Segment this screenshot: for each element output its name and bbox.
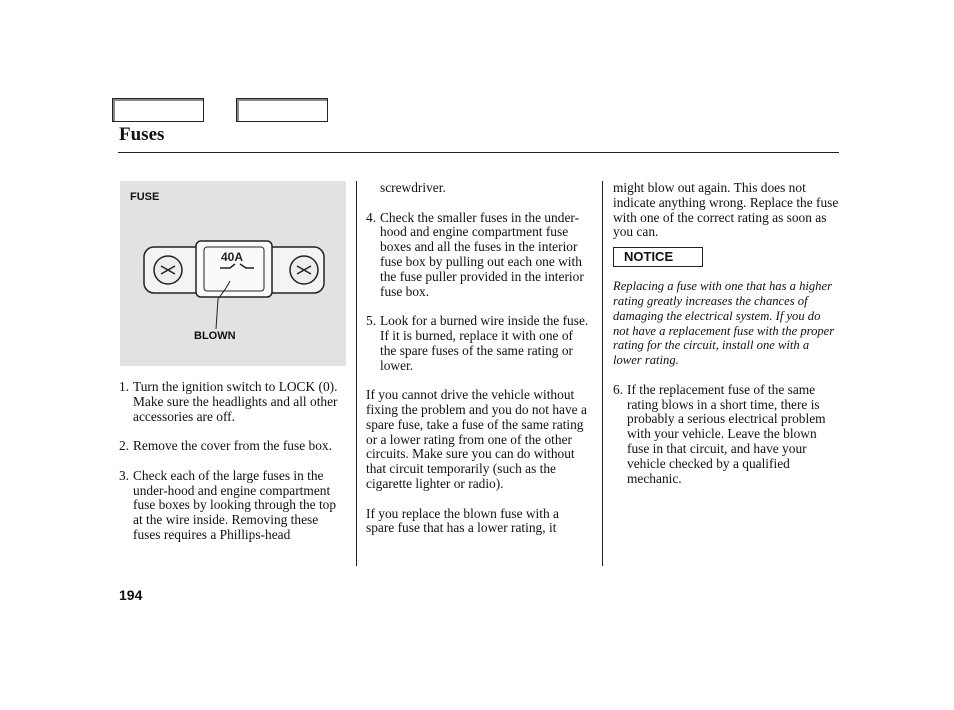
step-number: 1.: [119, 379, 130, 394]
step-number: 5.: [366, 313, 377, 329]
paragraph: If you replace the blown fuse with a spare fuse that has a lower rating, it: [366, 505, 559, 536]
step-3: [119, 469, 347, 543]
title-divider: [118, 152, 839, 153]
continued-text: might blow out again. This does not indicate anything wrong. Replace the fuse with one of the correct rating as soon as you can.: [613, 180, 839, 240]
next-page-button[interactable]: [236, 98, 328, 122]
figure-label-fuse: FUSE: [130, 191, 160, 203]
notice-label: NOTICE: [613, 247, 703, 267]
step-4: [366, 211, 590, 300]
previous-page-button[interactable]: [112, 98, 204, 122]
step-6: [613, 383, 839, 487]
column-divider-1: [356, 181, 357, 566]
fuse-rating-text: 40A: [221, 250, 244, 264]
column-3: [613, 181, 839, 486]
step-number: 4.: [366, 209, 377, 225]
continued-text: screwdriver.: [380, 180, 446, 195]
step-text: Turn the ignition switch to LOCK (0). Make sure the headlights and all other accessories are off.: [133, 379, 338, 424]
step-2: [119, 439, 347, 454]
step-text: If the replacement fuse of the same rating blows in a short time, there is probably a serious electrical problem with your vehicle. Leave the blown fuse in that circuit, and have your vehicle checked by a qualified mechanic.: [627, 381, 826, 486]
page-number: 194: [119, 587, 143, 603]
page-title: Fuses: [119, 124, 165, 145]
step-5: [366, 314, 590, 373]
step-number: 2.: [119, 438, 130, 454]
paragraph: If you cannot drive the vehicle without fixing the problem and you do not have a spare fuse, take a fuse of the same rating or a lower rating from one of the other circuits. Make sure you can do without that circuit temporarily (such as the cigarette lighter or radio).: [366, 387, 587, 491]
column-1: [119, 192, 347, 543]
step-number: 6.: [613, 381, 624, 397]
figure-label-blown: BLOWN: [194, 330, 236, 342]
column-divider-2: [602, 181, 603, 566]
column-2: [366, 181, 590, 551]
step-1: [119, 380, 347, 424]
notice-text: Replacing a fuse with one that has a higher rating greatly increases the chances of damaging the electrical system. If you do not have a replacement fuse with the proper rating for the circuit, install one with a lower rating.: [613, 279, 835, 368]
step-number: 3.: [119, 467, 130, 483]
step-text: Look for a burned wire inside the fuse. If it is burned, replace it with one of the spare fuses of the same rating or lower.: [380, 313, 589, 373]
step-text: Check the smaller fuses in the under-hood and engine compartment fuse boxes and all the fuses in the interior fuse box by pulling out each one with the fuse puller provided in the interior fuse box.: [380, 209, 584, 299]
step-text: Remove the cover from the fuse box.: [133, 438, 332, 454]
step-text: Check each of the large fuses in the under-hood and engine compartment fuse boxes by looking through the top at the wire inside. Removing these fuses requires a Phillips-head: [133, 467, 337, 542]
